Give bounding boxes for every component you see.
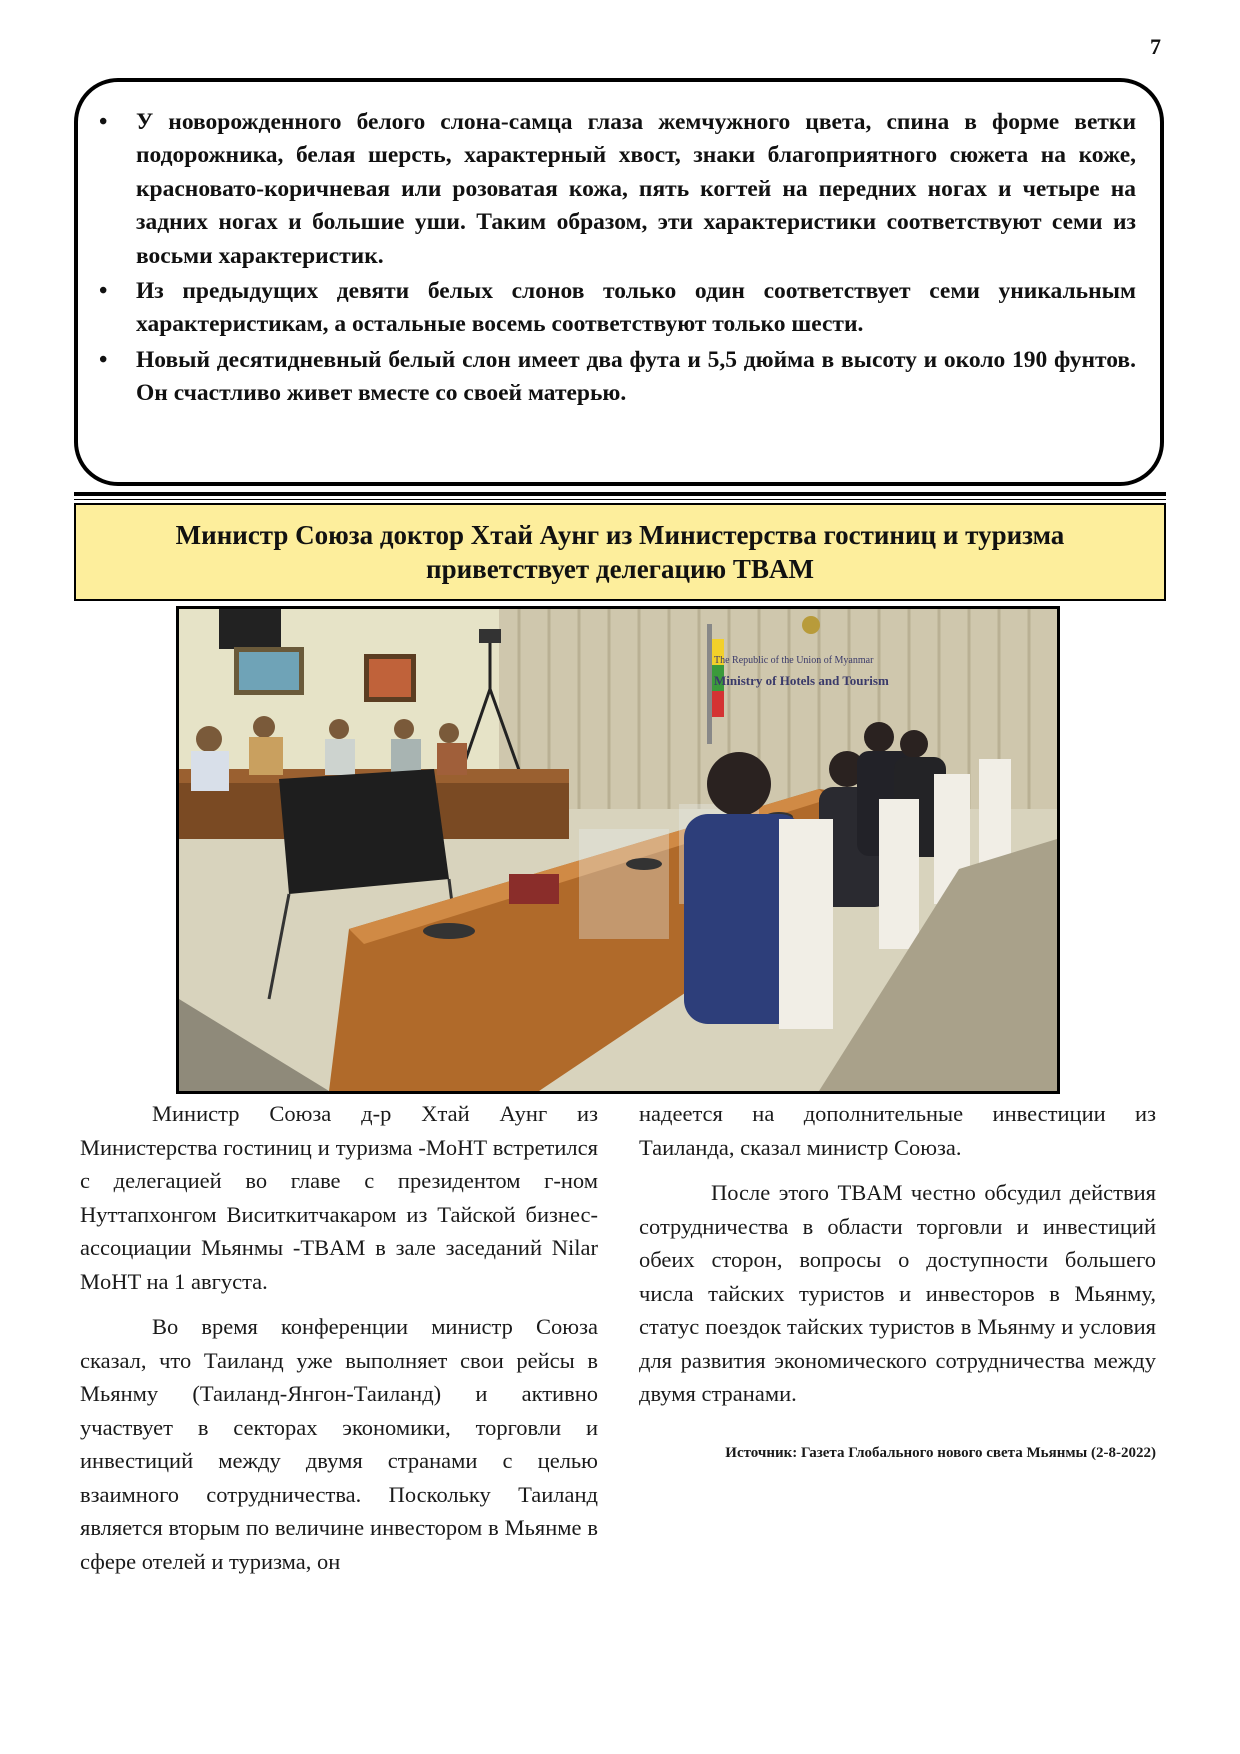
article-column-left bbox=[80, 1097, 598, 1590]
section-divider-thin bbox=[74, 499, 1166, 500]
article-paragraph: Министр Союза д-р Хтай Аунг из Министерства гостиниц и туризма -MoHT встретился с делегацией во главе с президентом г-ном Нуттапхонгом Виситкитчакаром из Тайской бизнес-ассоциации Мьянмы -TBAM в зале заседаний Nilar MoHT на 1 августа. bbox=[80, 1101, 598, 1294]
article-paragraph: Во время конференции министр Союза сказал, что Таиланд уже выполняет свои рейсы в Мьянму (Таиланд-Янгон-Таиланд) и активно участвует в секторах экономики, торговли и инвестиций между двумя странами с целью взаимного сотрудничества. Поскольку Таиланд является вторым по величине инвестором в Мьянме в сфере отелей и туризма, он bbox=[80, 1314, 598, 1574]
meeting-photo-illustration bbox=[179, 609, 1057, 1091]
article-paragraph-continuation: надеется на дополнительные инвестиции из Таиланда, сказал министр Союза. bbox=[639, 1101, 1156, 1160]
facts-list bbox=[78, 82, 1160, 411]
headline-line-2: приветствует делегацию TBAM bbox=[426, 554, 814, 584]
fact-item: • Из предыдущих девяти белых слонов только один соответствует семи уникальным характеристикам, а остальные восемь соответствуют только шести. bbox=[136, 275, 1136, 342]
article-source: Источник: Газета Глобального нового света Мьянмы (2-8-2022) bbox=[725, 1444, 1156, 1461]
article-paragraph: После этого TBAM честно обсудил действия сотрудничества в области торговли и инвестиций обеих сторон, вопросы о доступности большего числа тайских туристов и инвесторов в Мьянму, статус поездок тайских туристов в Мьянму и условия для развития экономического сотрудничества между двумя странами. bbox=[639, 1180, 1156, 1406]
sign-text-1: The Republic of the Union of Myanmar bbox=[714, 655, 874, 666]
article-headline bbox=[74, 503, 1166, 601]
fact-item: • Новый десятидневный белый слон имеет два фута и 5,5 дюйма в высоту и около 190 фунтов. Он счастливо живет вместе со своей матерью. bbox=[136, 344, 1136, 411]
article-column-right bbox=[639, 1097, 1156, 1482]
page-number: 7 bbox=[1150, 34, 1161, 59]
fact-item: • У новорожденного белого слона-самца глаза жемчужного цвета, спина в форме ветки подорожника, белая шерсть, характерный хвост, знаки благоприятного сюжета на коже, красновато-коричневая или розоватая кожа, пять когтей на передних ногах и четыре на задних ногах и большие уши. Таким образом, эти характеристики соответствуют семи из восьми характеристик. bbox=[136, 106, 1136, 273]
headline-line-1: Министр Союза доктор Хтай Аунг из Министерства гостиниц и туризма bbox=[175, 520, 1065, 550]
meeting-photo bbox=[176, 606, 1060, 1094]
section-divider bbox=[74, 492, 1166, 496]
sign-text-2: Ministry of Hotels and Tourism bbox=[714, 673, 889, 688]
facts-box bbox=[74, 78, 1164, 486]
